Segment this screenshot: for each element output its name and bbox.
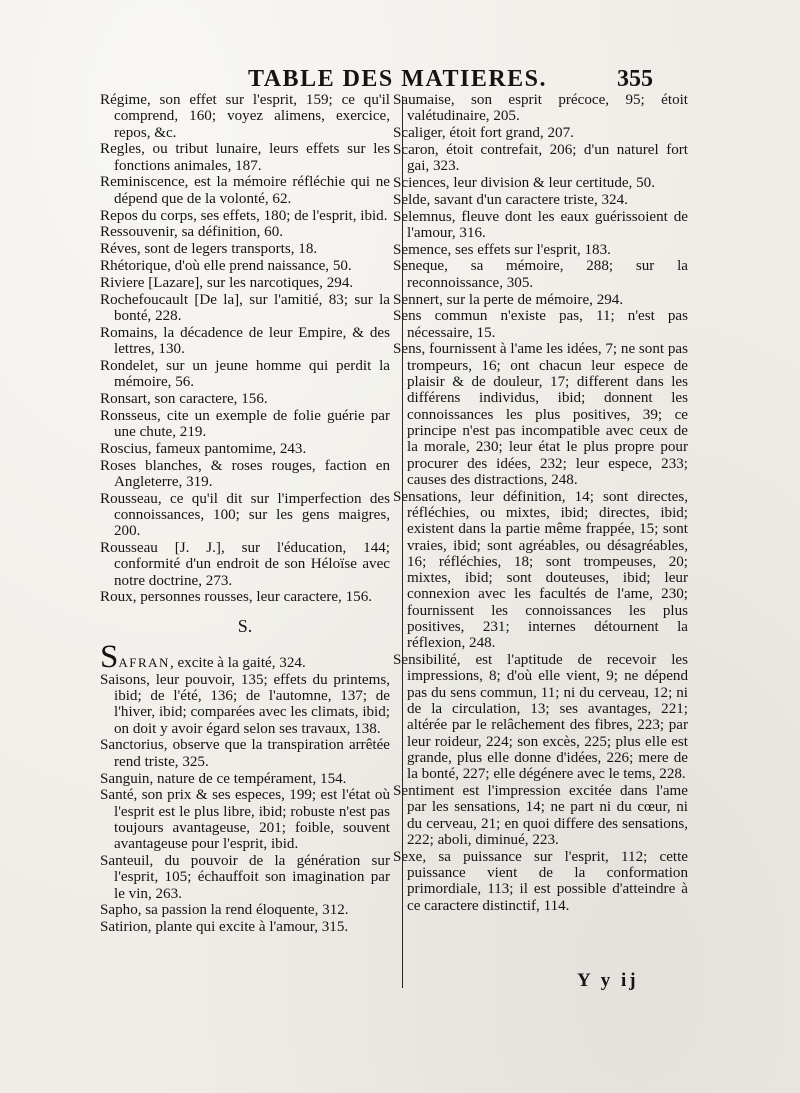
- index-entry: Santé, son prix & ses especes, 199; est l'état où l'esprit est le plus libre, ibid; robuste n'est pas toujours avantageuse, 201; foible, souvent avantageuse pour l'esprit, ibid.: [100, 787, 390, 853]
- index-entry: Réves, sont de legers transports, 18.: [100, 241, 318, 258]
- index-entry: Sens, fournissent à l'ame les idées, 7; ne sont pas trompeurs, 16; ont chacun leur espece de plaisir & de douleur, 17; different dans les différens individus, ibid; donnent les connoissances les plus positives, 39; ce principe n'est pas incompatible avec ceux de la morale, 230; leur état le plus propre pour procurer des idées, 232; leur espece, 233; causes des distractions, 248.: [393, 341, 688, 488]
- index-entry: Reminiscence, est la mémoire réfléchie qui ne dépend que de la volonté, 62.: [100, 174, 390, 207]
- index-entry: Regles, ou tribut lunaire, leurs effets sur les fonctions animales, 187.: [100, 141, 390, 174]
- index-entry: Rousseau [J. J.], sur l'éducation, 144; conformité d'un endroit de son Héloïse avec notre doctrine, 273.: [100, 540, 390, 589]
- drop-capital: S: [100, 639, 119, 675]
- index-entry: Régime, son effet sur l'esprit, 159; ce qu'il comprend, 160; voyez alimens, exercice, repos, &c.: [100, 92, 390, 141]
- index-entry: Rousseau, ce qu'il dit sur l'imperfection des connoissances, 100; sur les gens maigres, 200.: [100, 490, 390, 540]
- index-entry: Sensibilité, est l'aptitude de recevoir les impressions, 8; d'où elle vient, 9; ne dépend pas du sens commun, 11; ni du cerveau, 12; ni de la circulation, 13; ses avantages, 221; altérée par le relâchement des fibres, 223; par leur roideur, 224; son excès, 225; plus elle est grande, plus elle donne d'idées, 226; mere de la bonté, 227; elle dégénere avec le tems, 228.: [393, 652, 688, 783]
- index-entry: Ronsart, son caractere, 156.: [100, 390, 268, 407]
- index-entry: Sentiment est l'impression excitée dans l'ame par les sensations, 14; ne part ni du cœur, ni du cerveau, 21; en quoi differe des sensations, 222; aboli, diminué, 223.: [393, 782, 688, 848]
- index-entry: Riviere [Lazare], sur les narcotiques, 294.: [100, 274, 354, 291]
- index-entry: Selde, savant d'un caractere triste, 324.: [393, 191, 628, 208]
- r-entries: [100, 92, 390, 606]
- index-entry: Ronsseus, cite un exemple de folie guérie par une chute, 219.: [100, 407, 390, 440]
- index-entry: Satirion, plante qui excite à l'amour, 315.: [100, 919, 349, 936]
- right-column: [393, 92, 688, 914]
- index-entry: Sexe, sa puissance sur l'esprit, 112; cette puissance vient de la conformation primordiale, 113; il est possible d'atteindre à ce caractere distinctif, 114.: [393, 848, 688, 914]
- index-entry: Roscius, fameux pantomime, 243.: [100, 440, 307, 457]
- index-entry: Sanctorius, observe que la transpiration arrêtée rend triste, 325.: [100, 737, 390, 770]
- index-entry: Repos du corps, ses effets, 180; de l'esprit, ibid.: [100, 207, 388, 224]
- index-entry: Santeuil, du pouvoir de la génération sur l'esprit, 105; échauffoit son imagination par le vin, 263.: [100, 853, 390, 902]
- index-entry: Scaliger, étoit fort grand, 207.: [393, 125, 574, 142]
- index-entry: Ressouvenir, sa définition, 60.: [100, 224, 284, 241]
- dropcap-entry: [100, 639, 390, 675]
- index-entry: Sanguin, nature de ce tempérament, 154.: [100, 770, 347, 787]
- index-entry: Roux, personnes rousses, leur caractere, 156.: [100, 589, 373, 606]
- left-column: [100, 92, 390, 936]
- index-entry: Seneque, sa mémoire, 288; sur la reconnoissance, 305.: [393, 258, 688, 291]
- index-entry: Sens commun n'existe pas, 11; n'est pas nécessaire, 15.: [393, 308, 688, 341]
- index-entry: Rhétorique, d'où elle prend naissance, 50.: [100, 257, 352, 274]
- index-entry: Sciences, leur division & leur certitude, 50.: [393, 174, 655, 191]
- index-entry: Saumaise, son esprit précoce, 95; étoit valétudinaire, 205.: [393, 92, 688, 125]
- index-entry: Selemnus, fleuve dont les eaux guérissoient de l'amour, 316.: [393, 208, 688, 241]
- dropcap-text: , excite à la gaité, 324.: [169, 655, 306, 671]
- section-letter-heading: S.: [237, 615, 253, 636]
- running-title: TABLE DES MATIERES.: [248, 66, 548, 92]
- index-entry: Sensations, leur définition, 14; sont directes, réfléchies, ou mixtes, ibid; directes, ibid; existent dans la partie même frappée, 15; sont vraies, ibid; sont agréables, ou désagréables, 16; réfléchies, 18; sont trompeuses, 20; mixtes, ibid; sont douteuses, ibid; leur connexion avec les facultés de l'ame, 230; fournissent les connoissances les plus positives, 231; internes détournent la réflexion, 248.: [393, 488, 688, 652]
- index-entry: Romains, la décadence de leur Empire, & des lettres, 130.: [100, 324, 390, 357]
- index-entry: Sennert, sur la perte de mémoire, 294.: [393, 291, 624, 308]
- index-entry: Rondelet, sur un jeune homme qui perdit la mémoire, 56.: [100, 357, 390, 391]
- page-number: 355: [617, 66, 653, 92]
- index-entry: Saisons, leur pouvoir, 135; effets du printems, ibid; de l'été, 136; de l'automne, 137; de l'hiver, ibid; comparées avec les climats, ibid; on doit y avoir égard selon ses travaux, 138.: [100, 671, 390, 737]
- s-entries-left: [100, 672, 390, 936]
- index-entry: Roses blanches, & roses rouges, faction en Angleterre, 319.: [100, 457, 390, 490]
- index-entry: Sapho, sa passion la rend éloquente, 312.: [100, 902, 349, 919]
- dropcap-small-caps: AFRAN: [118, 655, 170, 670]
- index-entry: Scaron, étoit contrefait, 206; d'un naturel fort gai, 323.: [393, 141, 688, 175]
- signature-mark: Y y ij: [577, 970, 639, 991]
- index-entry: Semence, ses effets sur l'esprit, 183.: [393, 241, 611, 258]
- index-entry: Rochefoucault [De la], sur l'amitié, 83; sur la bonté, 228.: [100, 291, 390, 324]
